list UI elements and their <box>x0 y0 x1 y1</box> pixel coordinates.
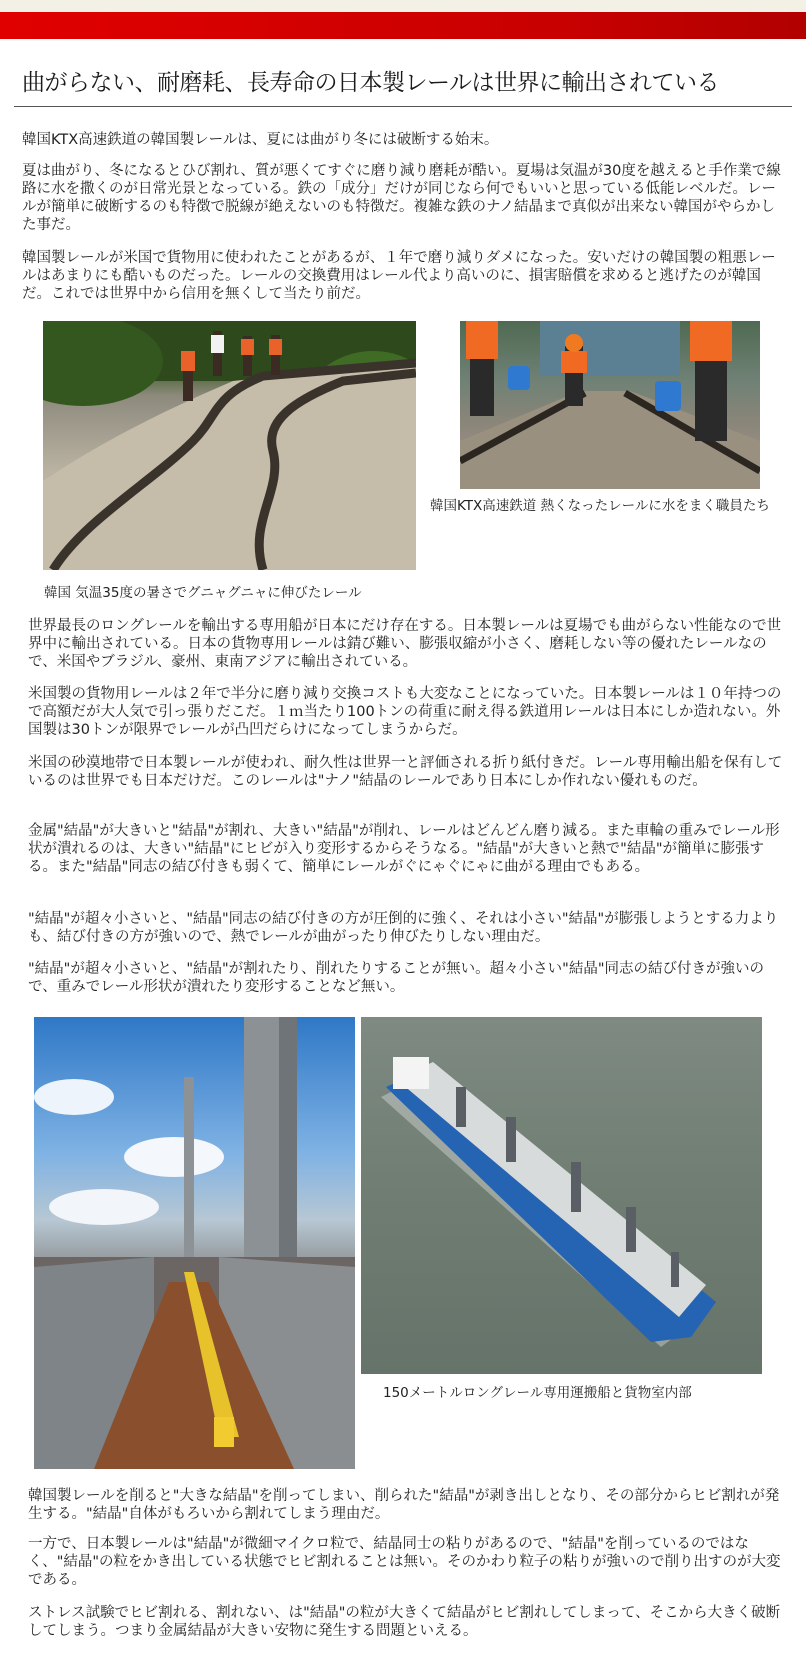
top-band <box>0 0 806 12</box>
paragraph: "結晶"が超々小さいと、"結晶"が割れたり、削れたりすることが無い。超々小さい"結晶"同志の結び付きが強いので、重みでレール形状が潰れたり変形することなど無い。 <box>28 961 765 995</box>
curved-rail-photo <box>43 321 416 570</box>
paragraph: 米国製の貨物用レールは２年で半分に磨り減り交換コストも大変なことになっていた。日本製レールは１０年持つので高額だが大人気で引っ張りだこだ。１ｍ当たり100トンの荷重に耐え得る鉄道用レールは日本にしか造れない。外国製は30トンが限界でレールが凸凹だらけになってしまうからだ。 <box>28 686 782 738</box>
paragraph: 金属"結晶"が大きいと"結晶"が割れ、大きい"結晶"が削れ、レールはどんどん磨り減る。また車輪の重みでレール形状が潰れるのは、大きい"結晶"にヒビが入り変形するからそうなる。"結晶"が大きいと熱で"結晶"が簡単に膨張する。また"結晶"同志の結び付きも弱くて、簡単にレールがぐにゃぐにゃに曲がる理由でもある。 <box>28 823 780 875</box>
photo-caption: 150メートルロングレール専用運搬船と貨物室内部 <box>383 1385 692 1401</box>
paragraph: "結晶"が超々小さいと、"結晶"同志の結び付きの方が圧倒的に強く、それは小さい"結晶"が膨張しようとする力よりも、結び付きの方が強いので、熱でレールが曲がったり伸びたりしない理由だ。 <box>28 911 779 945</box>
title-divider <box>14 106 792 107</box>
paragraph: 世界最長のロングレールを輸出する専用船が日本にだけ存在する。日本製レールは夏場でも曲がらない性能なので世界中に輸出されている。日本の貨物専用レールは錆び難い、膨張収縮が小さく、磨耗しない等の優れたレールなので、米国やブラジル、豪州、東南アジアに輸出されている。 <box>28 618 782 670</box>
paragraph: 韓国製レールを削ると"大きな結晶"を削ってしまい、削られた"結晶"が剥き出しとなり、その部分からヒビ割れが発生する。"結晶"自体がもろいから割れてしまう理由だ。 <box>28 1488 780 1522</box>
paragraph: 韓国KTX高速鉄道の韓国製レールは、夏には曲がり冬には破断する始末。 <box>22 132 499 148</box>
paragraph: 米国の砂漠地帯で日本製レールが使われ、耐久性は世界一と評価される折り紙付きだ。レール専用輸出船を保有しているのは世界でも日本だけだ。このレールは"ナノ"結晶のレールであり日本にしか作れない優れものだ。 <box>28 755 783 789</box>
paragraph: 一方で、日本製レールは"結晶"が微細マイクロ粒で、結晶同士の粘りがあるので、"結晶"を削っているのではなく、"結晶"の粒をかき出している状態でヒビ割れることは無い。そのかわり粒子の粘りが強いので削り出すのが大変である。 <box>28 1536 781 1588</box>
photo-caption: 韓国KTX高速鉄道 熱くなったレールに水をまく職員たち <box>430 498 770 514</box>
paragraph: 韓国製レールが米国で貨物用に使われたことがあるが、１年で磨り減りダメになった。安いだけの韓国製の粗悪レールはあまりにも酷いものだった。レールの交換費用はレール代より高いのに、損害賠償を求めると逃げたのが韓国だ。これでは世界中から信用を無くして当たり前だ。 <box>22 250 776 302</box>
paragraph: ストレス試験でヒビ割れる、割れない、は"結晶"の粒が大きくて結晶がヒビ割れしてしまって、そこから大きく破断してしまう。つまり金属結晶が大きい安物に発生する問題といえる。 <box>28 1605 781 1639</box>
ship-hold-photo <box>34 1017 355 1469</box>
header-red-bar <box>0 12 806 39</box>
page-title: 曲がらない、耐磨耗、長寿命の日本製レールは世界に輸出されている <box>22 70 720 96</box>
paragraph: 夏は曲がり、冬になるとひび割れ、質が悪くてすぐに磨り減り磨耗が酷い。夏場は気温が30度を越えると手作業で線路に水を撒くのが日常光景となっている。鉄の「成分」だけが同じなら何でもいいと思っている低能レベルだ。レールが簡単に破断するのも特徴で脱線が絶えないのも特徴だ。複雑な鉄のナノ結晶まで真似が出来ない韓国がやらかした事だ。 <box>22 163 781 233</box>
watering-rail-photo <box>460 321 760 489</box>
rail-carrier-ship-photo <box>361 1017 762 1374</box>
photo-caption: 韓国 気温35度の暑さでグニャグニャに伸びたレール <box>44 585 362 601</box>
